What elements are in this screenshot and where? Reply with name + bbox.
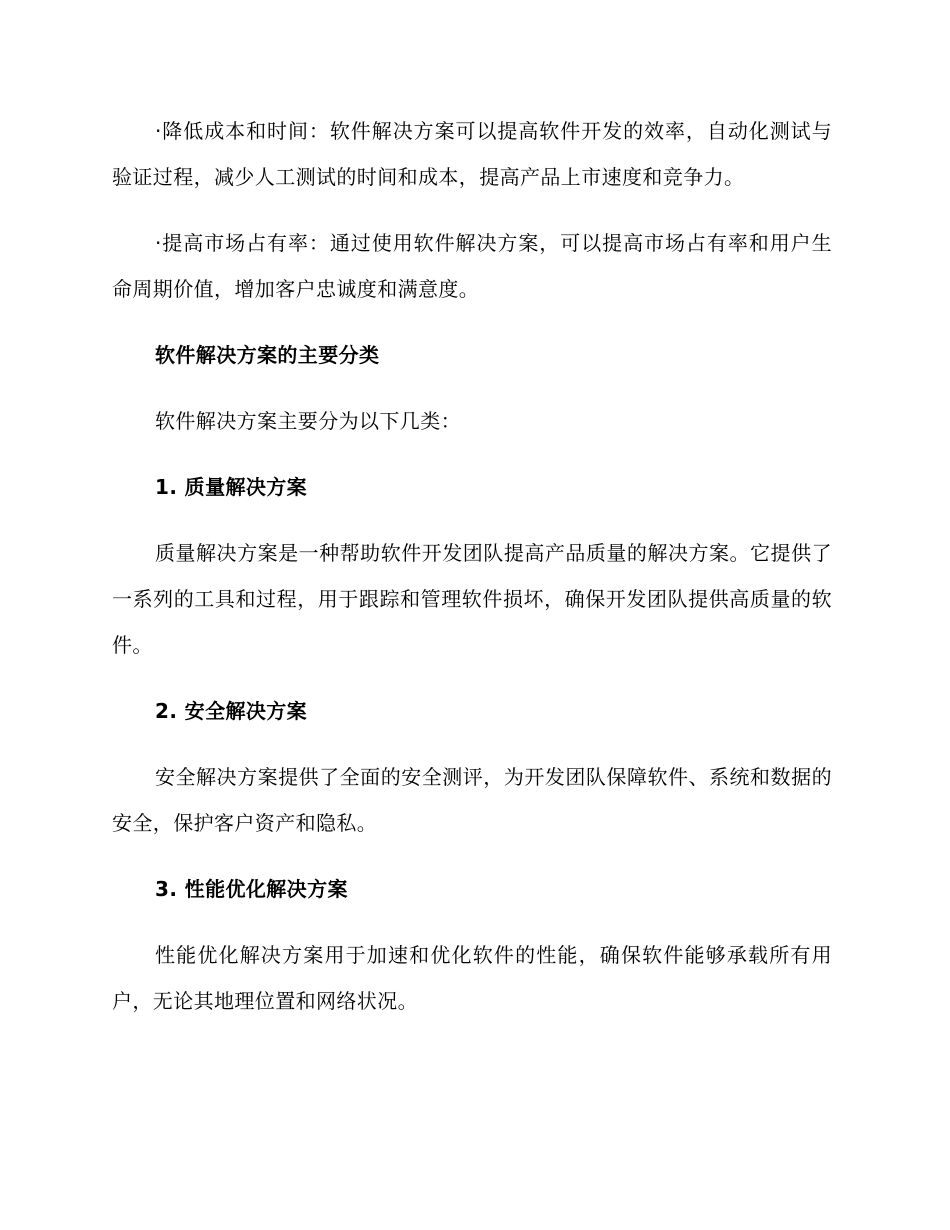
section-heading: 软件解决方案的主要分类 — [155, 343, 380, 367]
section-intro: 软件解决方案主要分为以下几类： — [155, 409, 461, 433]
item-body-quality: 质量解决方案是一种帮助软件开发团队提高产品质量的解决方案。它提供了一系列的工具和过程，用于跟踪和管理软件损坏，确保开发团队提供高质量的软件。 — [112, 541, 832, 657]
item-heading-security: 2. 安全解决方案 — [155, 699, 308, 723]
item-heading-performance: 3. 性能优化解决方案 — [155, 877, 348, 901]
document-body — [112, 108, 832, 1044]
item-body-performance: 性能优化解决方案用于加速和优化软件的性能，确保软件能够承载所有用户，无论其地理位置和网络状况。 — [112, 943, 832, 1013]
bullet-paragraph-market: ·提高市场占有率：通过使用软件解决方案，可以提高市场占有率和用户生命周期价值，增加客户忠诚度和满意度。 — [112, 231, 832, 301]
item-heading-quality: 1. 质量解决方案 — [155, 475, 308, 499]
bullet-paragraph-cost: ·降低成本和时间：软件解决方案可以提高软件开发的效率，自动化测试与验证过程，减少人工测试的时间和成本，提高产品上市速度和竞争力。 — [112, 119, 832, 189]
item-body-security: 安全解决方案提供了全面的安全测评，为开发团队保障软件、系统和数据的安全，保护客户资产和隐私。 — [112, 765, 832, 835]
